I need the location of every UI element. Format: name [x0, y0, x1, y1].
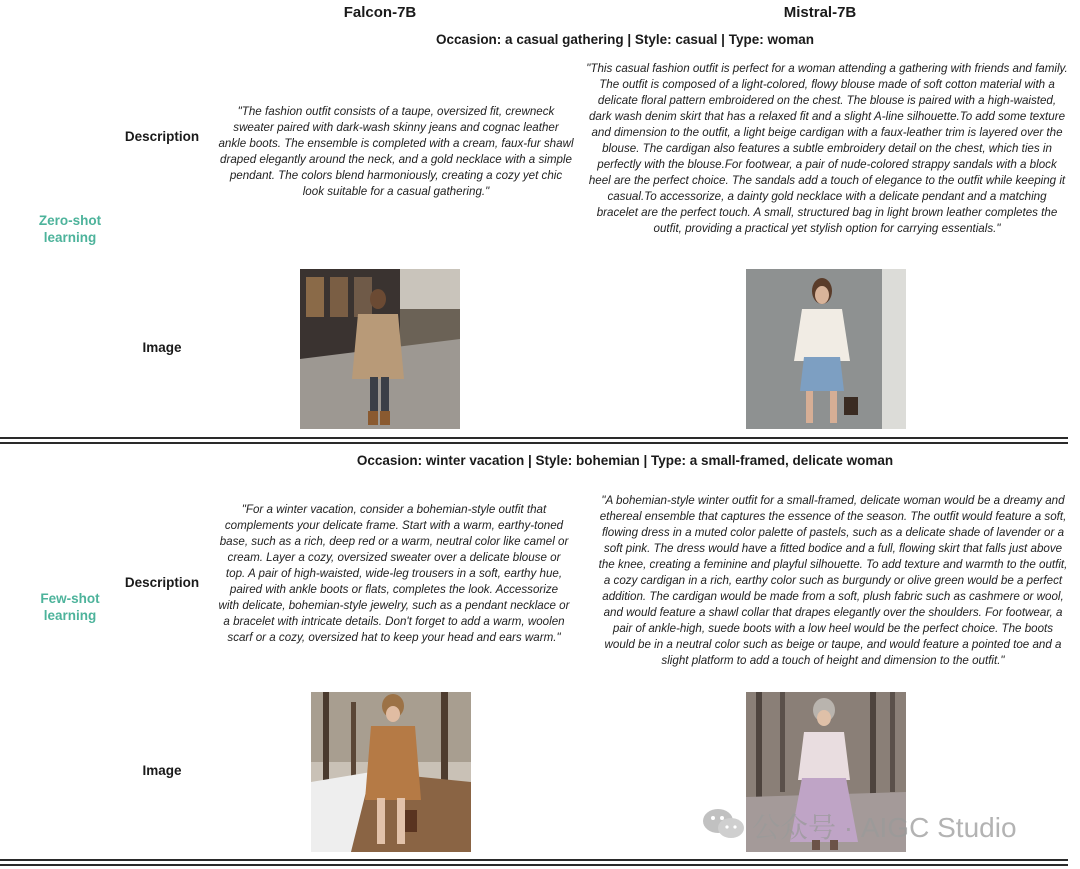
row-label-image: Image [142, 340, 182, 355]
section-divider [0, 442, 1068, 444]
row-label-description: Description [124, 575, 200, 590]
mistral-outfit-image-zero-shot [746, 269, 906, 429]
falcon-outfit-image-few-shot [311, 692, 471, 852]
row-label-image: Image [142, 763, 182, 778]
wechat-logo-icon [702, 806, 746, 842]
column-header-mistral: Mistral-7B [783, 4, 857, 21]
section-divider [0, 859, 1068, 861]
mistral-description-few-shot: "A bohemian-style winter outfit for a small-framed, delicate woman would be a dreamy and ethereal ensemble that captures the essence of the season. The outfit would feature a soft, flowing dress in a muted color palette of pastels, such as a delicate shade of lavender or a soft pink. The dress would have a fitted bodice and a full, flowing skirt that falls just above the knee, creating a feminine and playful silhouette. To add texture and warmth to the outfit, a cozy cardigan in a rich, earthy color such as burgundy or olive green would be a perfect addition. The cardigan would be made from a soft, plush fabric such as cashmere or wool, and would feature a shawl collar that drapes elegantly over the shoulders. For footwear, a pair of ankle-high, suede boots with a low heel would be the perfect choice. The boots would be in a neutral color such as beige or taupe, and would feature a pointed toe and a slight platform to add a touch of height and dimension to the outfit." [598, 494, 1068, 667]
falcon-description-zero-shot: "The fashion outfit consists of a taupe, oversized fit, crewneck sweater paired with dark-wash skinny jeans and cognac leather ankle boots. The ensemble is completed with a cream, faux-fur shawl draped elegantly around the neck, and a gold necklace with a simple pendant. The colors blend harmoniously, creating a cozy yet chic look suitable for a casual gathering." [218, 105, 574, 198]
method-label-few-shot [20, 590, 120, 624]
watermark-text: 公众号 · AIGC Studio [752, 812, 1017, 843]
method-text: Few-shot learning [40, 591, 100, 623]
column-header-falcon: Falcon-7B [343, 4, 417, 21]
occasion-zero-shot: Occasion: a casual gathering | Style: casual | Type: woman [436, 32, 814, 47]
method-text: Zero-shot learning [38, 213, 102, 245]
falcon-description-few-shot: "For a winter vacation, consider a bohemian-style outfit that complements your delicate frame. Start with a warm, earthy-toned base, such as a rich, deep red or a warm, neutral color like camel or cream. Layer a cozy, oversized sweater over a delicate blouse or top. A pair of high-waisted, wide-leg trousers in a soft, earthy hue, paired with ankle boots or flats, completes the look. Accessorize with delicate, bohemian-style jewelry, such as a pendant necklace or a bracelet with intricate details. Don't forget to add a warm, woolen scarf or a cozy, oversized hat to keep your head and ears warm." [218, 503, 570, 644]
falcon-outfit-image-zero-shot [300, 269, 460, 429]
occasion-few-shot: Occasion: winter vacation | Style: bohemian | Type: a small-framed, delicate woman [356, 453, 894, 468]
row-label-description: Description [124, 129, 200, 144]
section-divider [0, 437, 1068, 439]
mistral-description-zero-shot: "This casual fashion outfit is perfect for a woman attending a gathering with friends and family. The outfit is composed of a light-colored, flowy blouse made of soft cotton material with a delicate floral pattern embroidered on the chest. The blouse is paired with a high-waisted, dark wash denim skirt that has a relaxed fit and a slight A-line silhouette.To add some texture and dimension to the outfit, a light beige cardigan with a faux-leather trim is layered over the blouse. The cardigan also features a subtle embroidery detail on the chest, which ties in perfectly with the blouse.For footwear, a pair of nude-colored strappy sandals with a block heel are the perfect choice. The sandals add a touch of elegance to the outfit while keeping it casual.To accessorize, a dainty gold necklace with a delicate pendant and a matching bracelet are the perfect touch. A small, structured bag in light brown leather completes the outfit, providing a practical yet stylish option for carrying essentials." [586, 62, 1068, 235]
section-divider [0, 864, 1068, 866]
method-label-zero-shot [20, 212, 120, 246]
